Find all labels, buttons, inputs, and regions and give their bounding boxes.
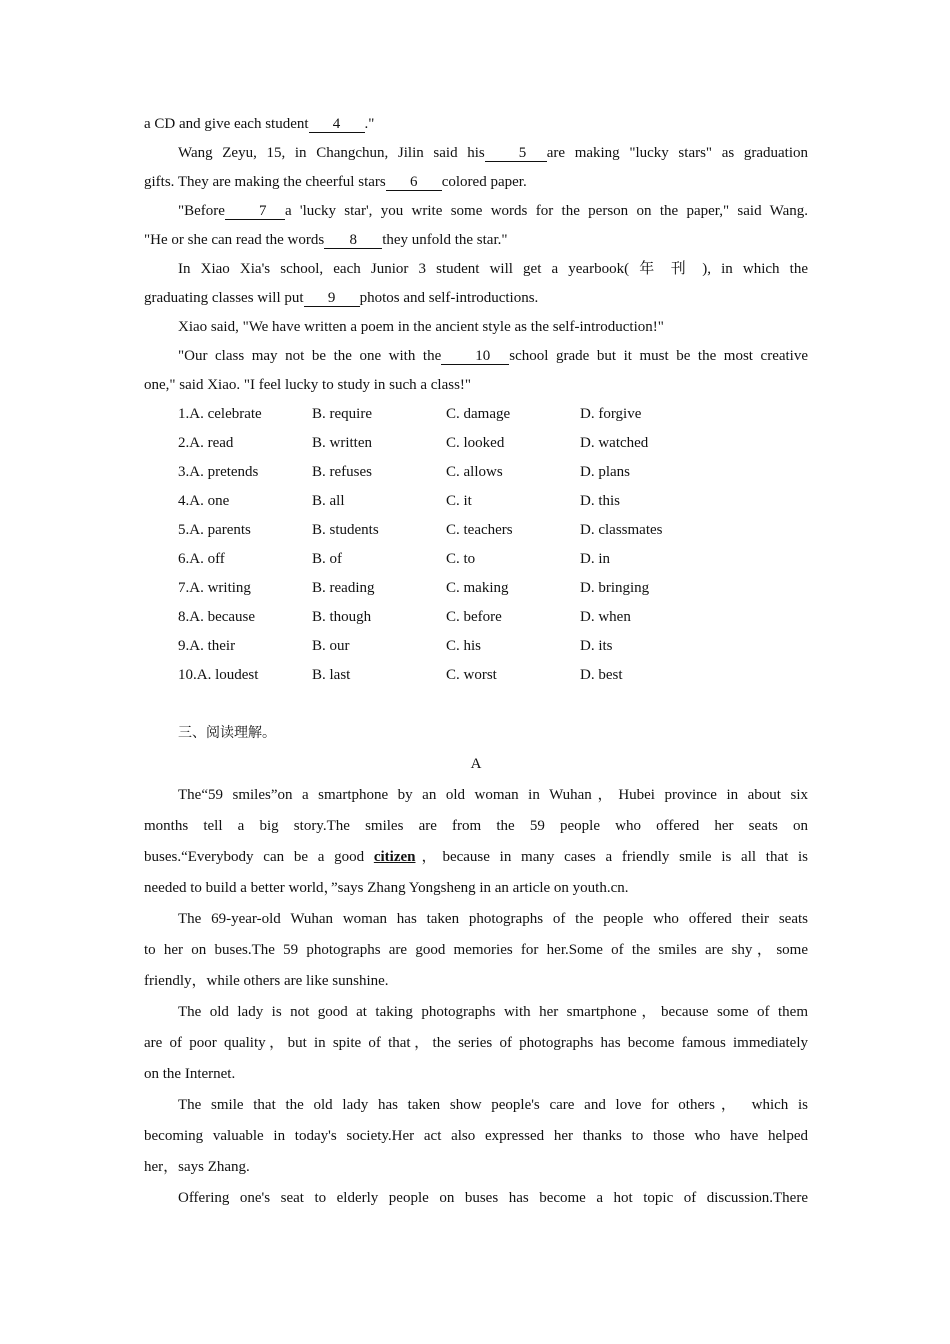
option-row: 5.A. parents B. students C. teachers D. classmates — [178, 522, 663, 538]
text-line: becoming valuable in today's society.Her act also expressed her thanks to those who have helped — [144, 1128, 808, 1144]
text-line: to her on buses.The 59 photographs are good memories for her.Some of the smiles are shy，some — [144, 942, 808, 958]
text-line: The 69-year-old Wuhan woman has taken photographs of the people who offered their seats — [178, 911, 808, 927]
blank-9: 9 — [304, 290, 360, 307]
text-line: In Xiao Xia's school, each Junior 3 student will get a yearbook( 年 刊 ), in which the — [178, 261, 808, 277]
text-line: "He or she can read the words 8 they unfold the star." — [144, 232, 508, 248]
text-line: The old lady is not good at taking photographs with her smartphone，because some of them — [178, 1004, 808, 1020]
blank-5: 5 — [485, 145, 547, 162]
section-title: 三、阅读理解。 — [178, 725, 276, 741]
text-line: her，says Zhang. — [144, 1159, 250, 1175]
text-line: The“59 smiles”on a smartphone by an old woman in Wuhan，Hubei province in about six — [178, 787, 808, 803]
option-row: 7.A. writing B. reading C. making D. bringing — [178, 580, 650, 596]
option-row: 8.A. because B. though C. before D. when — [178, 609, 631, 625]
text-line: on the Internet. — [144, 1066, 236, 1082]
passage-letter: A — [470, 756, 482, 772]
text-line: buses.“Everybody can be a good citizen，because in many cases a friendly smile is all that is — [144, 849, 808, 865]
blank-6: 6 — [386, 174, 442, 191]
text-line: needed to build a better world，”says Zhang Yongsheng in an article on youth.cn. — [144, 880, 629, 896]
key-word: citizen — [373, 849, 416, 865]
text-line: friendly，while others are like sunshine. — [144, 973, 389, 989]
text-line: a CD and give each student 4 ." — [144, 116, 375, 132]
reading-passage — [144, 780, 808, 1214]
option-row: 10.A. loudest B. last C. worst D. best — [178, 667, 623, 683]
option-row: 4.A. one B. all C. it D. this — [178, 493, 621, 509]
option-row: 3.A. pretends B. refuses C. allows D. plans — [178, 464, 630, 480]
option-row: 2.A. read B. written C. looked D. watched — [178, 435, 649, 451]
answer-options — [144, 400, 808, 690]
text-line: Offering one's seat to elderly people on buses has become a hot topic of discussion.There — [178, 1190, 808, 1206]
cloze-passage — [144, 110, 808, 400]
text-line: Wang Zeyu, 15, in Changchun, Jilin said his 5 are making "lucky stars" as graduation — [178, 145, 808, 161]
option-row: 9.A. their B. our C. his D. its — [178, 638, 613, 654]
blank-10: 10 — [441, 348, 509, 365]
blank-8: 8 — [324, 232, 382, 249]
text-line: graduating classes will put 9 photos and self-introductions. — [144, 290, 539, 306]
blank-4: 4 — [309, 116, 365, 133]
option-row: 1.A. celebrate B. require C. damage D. forgive — [178, 406, 642, 422]
text-line: one," said Xiao. "I feel lucky to study in such a class!" — [144, 377, 472, 393]
text-line: "Before 7 a 'lucky star', you write some words for the person on the paper," said Wang. — [178, 203, 808, 219]
text-line: are of poor quality，but in spite of that，the series of photographs has become famous immediately — [144, 1035, 808, 1051]
text-line: The smile that the old lady has taken show people's care and love for others， which is — [178, 1097, 808, 1113]
document-page — [144, 110, 808, 1214]
option-row: 6.A. off B. of C. to D. in — [178, 551, 610, 567]
text-line: months tell a big story.The smiles are from the 59 people who offered her seats on — [144, 818, 808, 834]
text-line: Xiao said, "We have written a poem in the ancient style as the self-introduction!" — [178, 319, 664, 335]
text-line: gifts. They are making the cheerful stars 6 colored paper. — [144, 174, 527, 190]
blank-7: 7 — [225, 203, 285, 220]
text-line: "Our class may not be the one with the 10 school grade but it must be the most creative — [178, 348, 808, 364]
